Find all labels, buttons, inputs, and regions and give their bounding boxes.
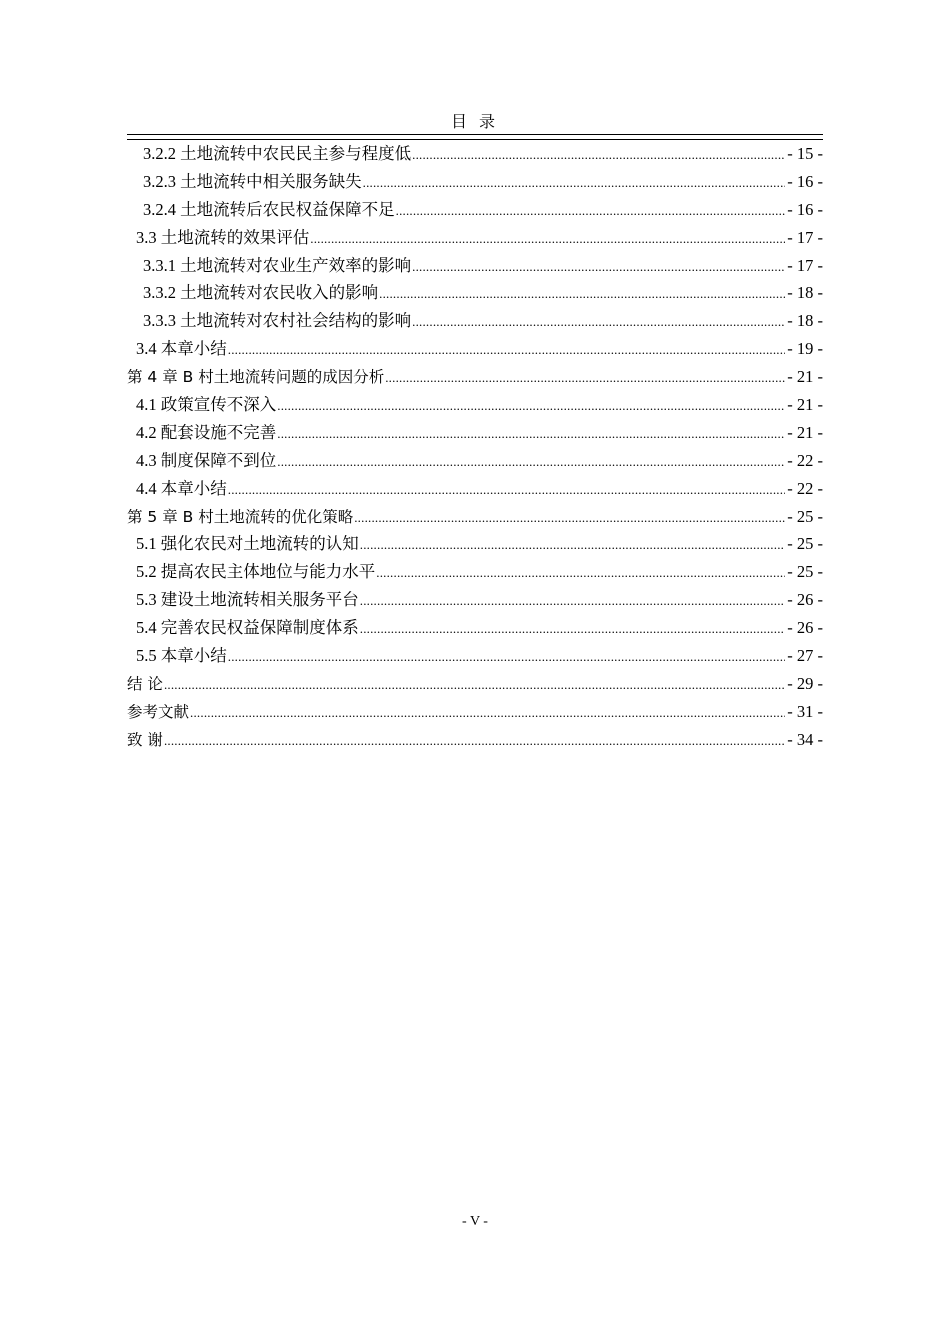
toc-entry-page: - 26 - xyxy=(787,590,823,610)
toc-dot-leader xyxy=(354,503,785,532)
toc-entry-title: 3.3.1 土地流转对农业生产效率的影响 xyxy=(143,255,412,275)
toc-entry[interactable] xyxy=(127,475,823,503)
toc-entry[interactable] xyxy=(127,614,823,642)
toc-entry-title: 4.3 制度保障不到位 xyxy=(136,450,277,470)
toc-entry-page: - 25 - xyxy=(787,506,823,526)
toc-entry-title: 5.1 强化农民对土地流转的认知 xyxy=(136,534,359,554)
toc-dot-leader xyxy=(363,168,786,197)
toc-chapter-entry[interactable] xyxy=(127,363,823,391)
toc-chapter-entry[interactable] xyxy=(127,698,823,726)
toc-entry-page: - 19 - xyxy=(787,339,823,359)
toc-entry-title: 3.2.3 土地流转中相关服务缺失 xyxy=(143,171,362,191)
toc-entry-title: 结 论 xyxy=(127,674,163,693)
toc-entry-page: - 21 - xyxy=(787,367,823,387)
toc-dot-leader xyxy=(412,140,785,169)
toc-entry[interactable] xyxy=(127,196,823,224)
toc-entry-title: 第 4 章 B 村土地流转问题的成因分析 xyxy=(127,368,385,387)
toc-dot-leader xyxy=(379,279,785,308)
toc-dot-leader xyxy=(385,363,785,392)
toc-dot-leader xyxy=(277,419,785,448)
toc-entry-title: 5.4 完善农民权益保障制度体系 xyxy=(136,618,359,638)
toc-entry-page: - 25 - xyxy=(787,534,823,554)
toc-entry-title: 致 谢 xyxy=(127,730,163,749)
toc-dot-leader xyxy=(310,224,785,253)
toc-entry-page: - 21 - xyxy=(787,422,823,442)
toc-entry-page: - 16 - xyxy=(787,199,823,219)
toc-entry-title: 3.3 土地流转的效果评估 xyxy=(136,227,310,247)
toc-entry[interactable] xyxy=(127,642,823,670)
toc-entry-title: 5.3 建设土地流转相关服务平台 xyxy=(136,590,359,610)
toc-entry-page: - 16 - xyxy=(787,171,823,191)
toc-entry-title: 4.4 本章小结 xyxy=(136,478,227,498)
toc-dot-leader xyxy=(360,530,786,559)
toc-entry-title: 3.4 本章小结 xyxy=(136,339,227,359)
toc-entry-page: - 26 - xyxy=(787,618,823,638)
toc-entry[interactable] xyxy=(127,530,823,558)
toc-dot-leader xyxy=(164,726,785,755)
toc-entry-page: - 15 - xyxy=(787,144,823,163)
toc-entry-page: - 18 - xyxy=(787,283,823,303)
toc-entry-page: - 27 - xyxy=(787,646,823,666)
toc-dot-leader xyxy=(360,586,786,615)
toc-entry[interactable] xyxy=(127,252,823,280)
toc-entry[interactable] xyxy=(127,279,823,307)
toc-dot-leader xyxy=(277,447,785,476)
toc-entry[interactable] xyxy=(127,558,823,586)
toc-entry-page: - 22 - xyxy=(787,478,823,498)
toc-dot-leader xyxy=(412,307,785,336)
page-header-title: 目 录 xyxy=(450,114,499,131)
toc-entry-title: 5.5 本章小结 xyxy=(136,646,227,666)
toc-entry-page: - 17 - xyxy=(787,227,823,247)
toc-entry[interactable] xyxy=(127,391,823,419)
toc-dot-leader xyxy=(190,698,785,727)
toc-entry[interactable] xyxy=(127,307,823,335)
toc-entry-title: 5.2 提高农民主体地位与能力水平 xyxy=(136,562,376,582)
toc-dot-leader xyxy=(164,670,785,699)
toc-entry[interactable] xyxy=(127,168,823,196)
toc-entry-page: - 25 - xyxy=(787,562,823,582)
toc-dot-leader xyxy=(360,614,786,643)
toc-dot-leader xyxy=(412,252,785,281)
toc-entry-page: - 22 - xyxy=(787,450,823,470)
toc-entry-page: - 18 - xyxy=(787,311,823,331)
toc-entry-page: - 31 - xyxy=(787,701,823,721)
page-footer-number: - V - xyxy=(462,1214,488,1229)
toc-entry-title: 3.2.4 土地流转后农民权益保障不足 xyxy=(143,199,395,219)
toc-dot-leader xyxy=(376,558,785,587)
toc-chapter-entry[interactable] xyxy=(127,503,823,531)
toc-dot-leader xyxy=(277,391,785,420)
toc-entry-page: - 34 - xyxy=(787,729,823,749)
toc-entry-title: 3.2.2 土地流转中农民民主参与程度低 xyxy=(143,144,412,163)
toc-entry-page: - 17 - xyxy=(787,255,823,275)
toc-dot-leader xyxy=(228,642,786,671)
toc-entry[interactable] xyxy=(127,419,823,447)
toc-entry-title: 参考文献 xyxy=(127,702,190,721)
toc-entry-page: - 21 - xyxy=(787,395,823,415)
toc-entry-title: 4.2 配套设施不完善 xyxy=(136,422,277,442)
toc-entry-title: 4.1 政策宣传不深入 xyxy=(136,395,277,415)
toc-dot-leader xyxy=(228,335,786,364)
toc-chapter-entry[interactable] xyxy=(127,726,823,754)
toc-entry[interactable] xyxy=(127,140,823,168)
toc-entry[interactable] xyxy=(127,447,823,475)
toc-chapter-entry[interactable] xyxy=(127,670,823,698)
toc-dot-leader xyxy=(396,196,786,225)
toc-dot-leader xyxy=(228,475,786,504)
table-of-contents xyxy=(127,140,823,754)
toc-entry[interactable] xyxy=(127,224,823,252)
toc-entry-page: - 29 - xyxy=(787,673,823,693)
toc-entry-title: 第 5 章 B 村土地流转的优化策略 xyxy=(127,507,354,526)
toc-entry-title: 3.3.2 土地流转对农民收入的影响 xyxy=(143,283,379,303)
toc-entry[interactable] xyxy=(127,335,823,363)
toc-entry-title: 3.3.3 土地流转对农村社会结构的影响 xyxy=(143,311,412,331)
toc-entry[interactable] xyxy=(127,586,823,614)
